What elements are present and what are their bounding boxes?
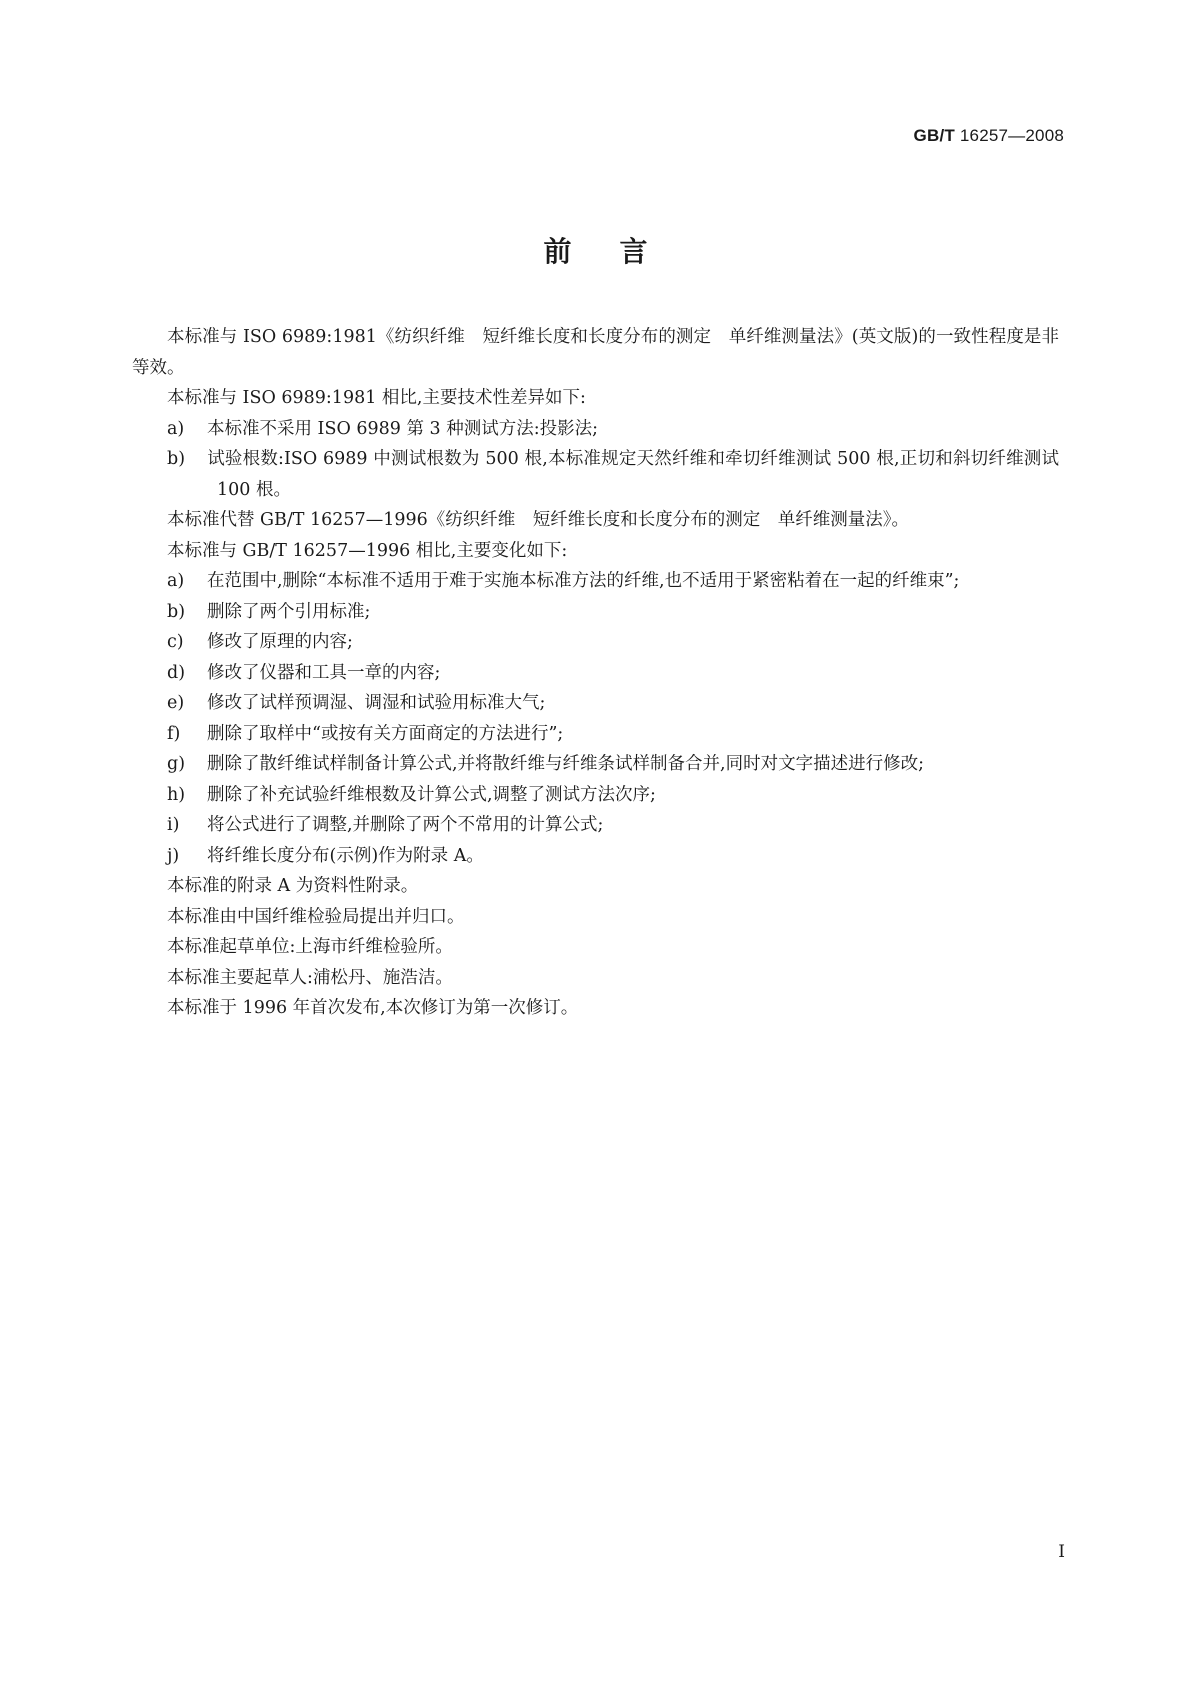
paragraph-drafters: 本标准主要起草人:浦松丹、施浩洁。 [167, 967, 453, 988]
list-item [132, 597, 1059, 628]
preface-body [132, 322, 1059, 1024]
list-marker: j) [167, 845, 180, 866]
list-item [132, 719, 1059, 750]
paragraph-proposer: 本标准由中国纤维检验局提出并归口。 [167, 906, 465, 927]
list-item [132, 749, 1059, 780]
paragraph-changes-intro: 本标准与 GB/T 16257—1996 相比,主要变化如下: [167, 540, 568, 561]
list-item [132, 627, 1059, 658]
list-marker: g) [167, 754, 186, 774]
standard-code: 16257—2008 [959, 126, 1064, 145]
list-item [132, 810, 1059, 841]
standard-number [914, 126, 1064, 146]
list-marker: f) [167, 723, 181, 744]
list-item-text: 在范围中,删除“本标准不适用于难于实施本标准方法的纤维,也不适用于紧密粘着在一起的纤维束”; [207, 571, 960, 591]
page-number: I [1058, 1542, 1065, 1562]
list-item-text: 删除了补充试验纤维根数及计算公式,调整了测试方法次序; [207, 784, 656, 805]
standard-prefix: GB/T [913, 126, 955, 145]
list-marker: b) [167, 601, 186, 622]
list-marker: h) [167, 784, 186, 805]
changes-list [132, 566, 1059, 871]
list-item [132, 444, 1059, 505]
list-item-text: 试验根数:ISO 6989 中测试根数为 500 根,本标准规定天然纤维和牵切纤维测试 500 根,正切和斜切纤维测试 100 根。 [207, 449, 1059, 500]
paragraph-equivalence: 本标准与 ISO 6989:1981《纺织纤维 短纤维长度和长度分布的测定 单纤维测量法》(英文版)的一致性程度是非等效。 [132, 327, 1059, 378]
list-item-text: 删除了取样中“或按有关方面商定的方法进行”; [207, 723, 564, 744]
list-item-text: 修改了试样预调湿、调湿和试验用标准大气; [207, 693, 546, 713]
list-marker: a) [167, 571, 185, 591]
paragraph-replaces: 本标准代替 GB/T 16257—1996《纺织纤维 短纤维长度和长度分布的测定 单纤维测量法》。 [167, 510, 909, 530]
list-item [132, 414, 1059, 445]
paragraph-history: 本标准于 1996 年首次发布,本次修订为第一次修订。 [167, 998, 579, 1018]
list-item-text: 修改了仪器和工具一章的内容; [207, 662, 441, 683]
list-marker: i) [167, 815, 180, 835]
list-item-text: 修改了原理的内容; [207, 632, 353, 652]
list-item-text: 将公式进行了调整,并删除了两个不常用的计算公式; [207, 815, 604, 835]
list-item-text: 删除了散纤维试样制备计算公式,并将散纤维与纤维条试样制备合并,同时对文字描述进行修改; [207, 754, 925, 774]
technical-diff-list [132, 414, 1059, 506]
paragraph-drafting-unit: 本标准起草单位:上海市纤维检验所。 [167, 937, 453, 957]
list-item [132, 658, 1059, 689]
paragraph-diff-intro: 本标准与 ISO 6989:1981 相比,主要技术性差异如下: [167, 388, 586, 408]
list-item-text: 删除了两个引用标准; [207, 601, 371, 622]
page-title: 前言 [543, 235, 696, 268]
paragraph-annex: 本标准的附录 A 为资料性附录。 [167, 876, 419, 896]
list-marker: a) [167, 418, 185, 439]
list-item [132, 841, 1059, 872]
list-item [132, 780, 1059, 811]
list-item [132, 566, 1059, 597]
list-marker: e) [167, 693, 185, 713]
list-marker: c) [167, 632, 184, 652]
list-item-text: 将纤维长度分布(示例)作为附录 A。 [207, 845, 484, 866]
list-item-text: 本标准不采用 ISO 6989 第 3 种测试方法:投影法; [207, 418, 599, 439]
list-marker: b) [167, 449, 186, 469]
list-marker: d) [167, 662, 186, 683]
list-item [132, 688, 1059, 719]
